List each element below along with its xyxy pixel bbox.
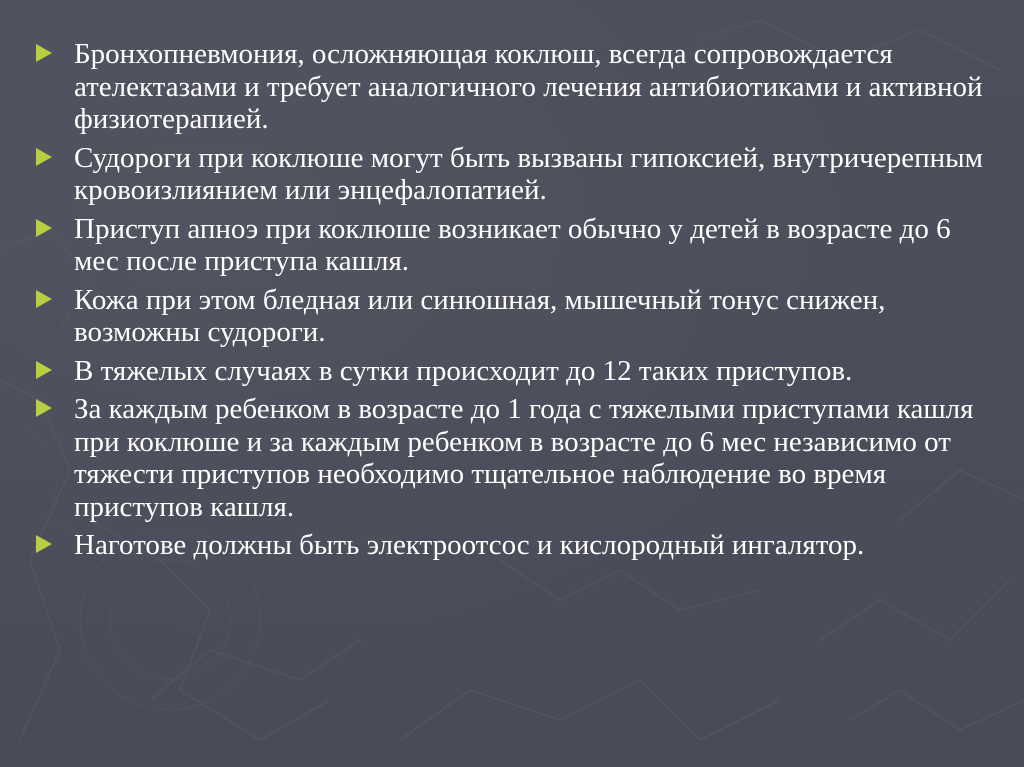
triangle-arrow-right-icon: [36, 290, 52, 308]
bullet-text: Судороги при коклюше могут быть вызваны гипоксией, внутричерепным кровоизлиянием или энцефалопатией.: [74, 141, 983, 206]
bullet-text: Кожа при этом бледная или синюшная, мышечный тонус снижен, возможны судороги.: [74, 283, 886, 348]
bullet-text: За каждым ребенком в возрасте до 1 года с тяжелыми приступами кашля при коклюше и за каждым ребенком в возрасте до 6 мес независимо от тяжести приступов необходимо тщательное наблюдение во время приступов кашля.: [74, 393, 974, 523]
bullet-text: В тяжелых случаях в сутки происходит до 12 таких приступов.: [74, 354, 853, 387]
list-item: [30, 284, 990, 349]
bullet-list: [30, 38, 990, 568]
triangle-arrow-right-icon: [36, 361, 52, 379]
triangle-arrow-right-icon: [36, 535, 52, 553]
list-item: [30, 38, 990, 136]
triangle-arrow-right-icon: [36, 219, 52, 237]
list-item: [30, 213, 990, 278]
triangle-arrow-right-icon: [36, 148, 52, 166]
list-item: [30, 529, 990, 562]
list-item: [30, 142, 990, 207]
list-item: [30, 393, 990, 523]
triangle-arrow-right-icon: [36, 44, 52, 62]
list-item: [30, 355, 990, 388]
bullet-text: Приступ апноэ при коклюше возникает обычно у детей в возрасте до 6 мес после приступа кашля.: [74, 212, 951, 277]
triangle-arrow-right-icon: [36, 399, 52, 417]
bullet-text: Наготове должны быть электроотсос и кислородный ингалятор.: [74, 529, 865, 561]
bullet-text: Бронхопневмония, осложняющая коклюш, всегда сопровождается ателектазами и требует аналогичного лечения антибиотиками и активной физиотерапией.: [74, 38, 983, 135]
